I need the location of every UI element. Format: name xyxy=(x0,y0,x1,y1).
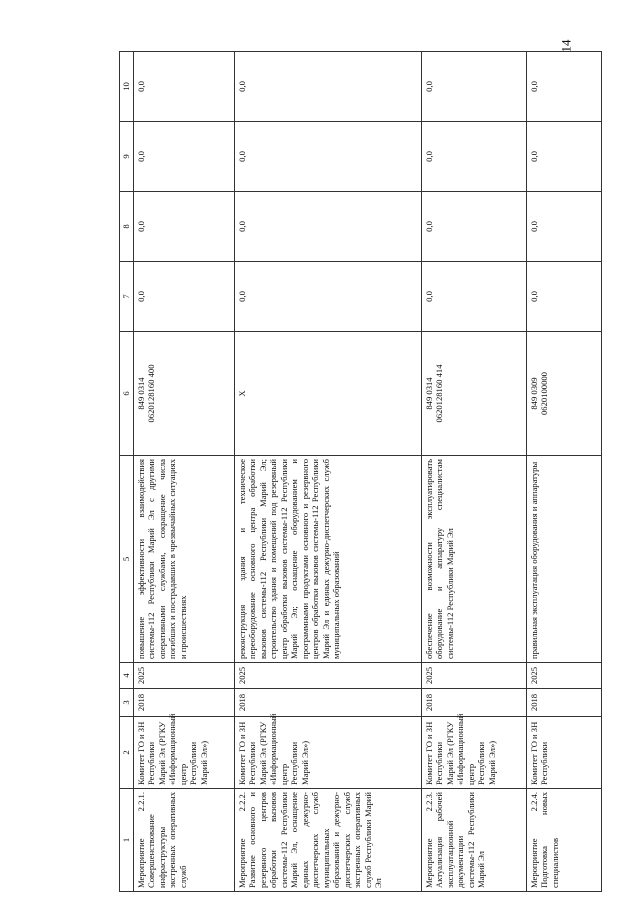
end-year: 2025 xyxy=(526,663,601,689)
value-col-9: 0,0 xyxy=(234,122,421,192)
measure-name: Мероприятие 2.2.2. Развитие основного и резервного центров обработки вызовов системы-112 Республики Марий Эл, оснащение единых дежурно-диспетчерских служб муниципальных образований и дежурно-диспетчерских служб экстренных оперативных служб Республики Марий Эл xyxy=(234,789,421,892)
executor: Комитет ГО и ЗН Республики Марий Эл (РГКУ «Информационный центр Республики Марий Эл») xyxy=(133,717,234,789)
measures-table xyxy=(119,51,602,892)
value-col-10: 0,0 xyxy=(421,52,526,122)
measure-name: Мероприятие 2.2.3. Актуализация рабочей эксплуатационной документации системы-112 Республики Марий Эл xyxy=(421,789,526,892)
executor: Комитет ГО и ЗН Республики xyxy=(526,717,601,789)
table-row xyxy=(526,52,601,892)
value-col-8: 0,0 xyxy=(234,192,421,262)
column-number-9: 9 xyxy=(120,122,134,192)
column-number-3: 3 xyxy=(120,689,134,717)
column-number-10: 10 xyxy=(120,52,134,122)
end-year: 2025 xyxy=(133,663,234,689)
value-col-9: 0,0 xyxy=(421,122,526,192)
measure-name: Мероприятие 2.2.4. Подготовка новых специалистов xyxy=(526,789,601,892)
value-col-7: 0,0 xyxy=(421,262,526,332)
value-col-8: 0,0 xyxy=(133,192,234,262)
value-col-9: 0,0 xyxy=(526,122,601,192)
column-number-7: 7 xyxy=(120,262,134,332)
expected-result: обеспечение возможности эксплуатировать оборудование и аппаратуру специалистам системы-112 Республики Марий Эл xyxy=(421,456,526,663)
value-col-10: 0,0 xyxy=(133,52,234,122)
end-year: 2025 xyxy=(421,663,526,689)
value-col-7: 0,0 xyxy=(526,262,601,332)
expected-result: повышение эффективности взаимодействия системы-112 Республики Марий Эл с другими оперативными службами, сокращение числа погибших и пострадавших в чрезвычайных ситуациях и происшествиях xyxy=(133,456,234,663)
column-number-2: 2 xyxy=(120,717,134,789)
value-col-10: 0,0 xyxy=(234,52,421,122)
table-row xyxy=(133,52,234,892)
budget-code: 849 0314 0620128160 400 xyxy=(133,332,234,456)
end-year: 2025 xyxy=(234,663,421,689)
value-col-10: 0,0 xyxy=(526,52,601,122)
start-year: 2018 xyxy=(526,689,601,717)
column-number-6: 6 xyxy=(120,332,134,456)
table-row xyxy=(234,52,421,892)
start-year: 2018 xyxy=(133,689,234,717)
expected-result: реконструкция здания и техническое переоборудование основного центра обработки вызовов системы-112 Республики Марий Эл; строительство здания и помещений под резервный центр обработки вызовов системы-112 Республики Марий Эл; оснащение оборудованием и программными продуктами основного и резервного центров обработки вызовов системы-112 Республики Марий Эл и единых дежурно-диспетчерских служб муниципальных образований xyxy=(234,456,421,663)
budget-code: 849 0314 0620128160 414 xyxy=(421,332,526,456)
program-measures-sheet xyxy=(119,52,614,892)
column-number-row xyxy=(120,52,134,892)
page-number: 14 xyxy=(558,39,574,53)
value-col-8: 0,0 xyxy=(526,192,601,262)
expected-result: правильная эксплуатация оборудования и аппаратуры xyxy=(526,456,601,663)
value-col-7: 0,0 xyxy=(234,262,421,332)
column-number-4: 4 xyxy=(120,663,134,689)
column-number-5: 5 xyxy=(120,456,134,663)
value-col-8: 0,0 xyxy=(421,192,526,262)
budget-code: X xyxy=(234,332,421,456)
executor: Комитет ГО и ЗН Республики Марий Эл (РГКУ «Информационный центр Республики Марий Эл») xyxy=(421,717,526,789)
measure-name: Мероприятие 2.2.1. Совершенствование инфраструктуры экстренных оперативных служб xyxy=(133,789,234,892)
table-row xyxy=(421,52,526,892)
executor: Комитет ГО и ЗН Республики Марий Эл (РГКУ «Информационный центр Республики Марий Эл») xyxy=(234,717,421,789)
start-year: 2018 xyxy=(421,689,526,717)
budget-code: 849 0309 0620100000 xyxy=(526,332,601,456)
value-col-9: 0,0 xyxy=(133,122,234,192)
start-year: 2018 xyxy=(234,689,421,717)
column-number-1: 1 xyxy=(120,789,134,892)
column-number-8: 8 xyxy=(120,192,134,262)
value-col-7: 0,0 xyxy=(133,262,234,332)
